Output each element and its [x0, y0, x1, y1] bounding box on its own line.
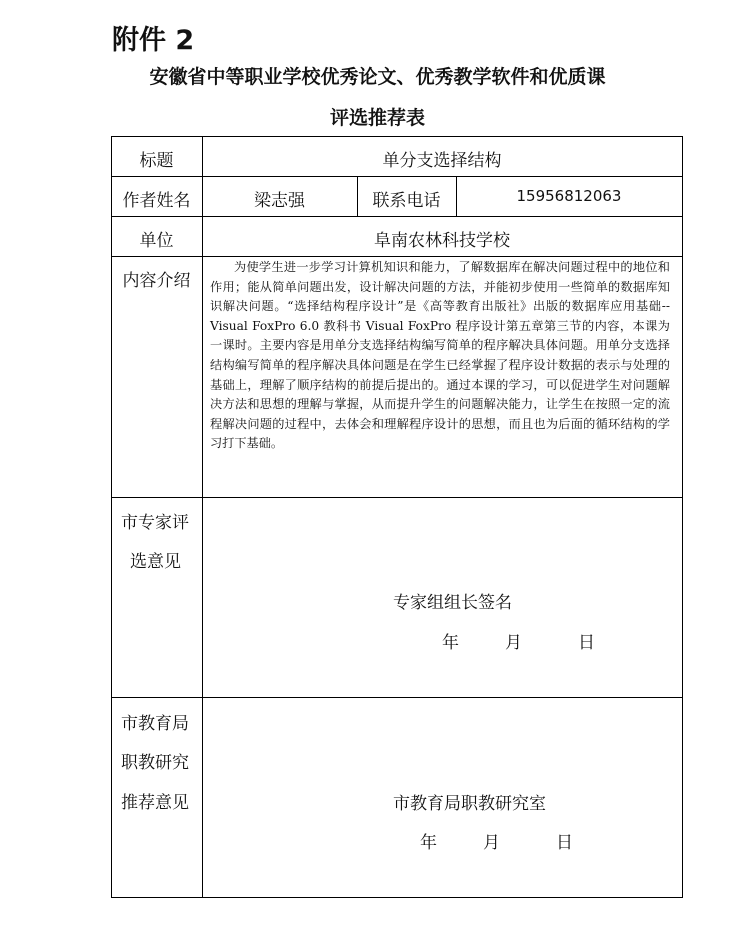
attachment-number: 附件 2 [112, 25, 195, 56]
expert-date-month: 月 [505, 633, 522, 653]
bureau-label-line3: 推荐意见 [121, 793, 189, 813]
author-value: 梁志强 [254, 191, 305, 211]
unit-label: 单位 [139, 231, 174, 251]
content-paragraph: 为使学生进一步学习计算机知识和能力，了解数据库在解决问题过程中的地位和作用；能从简单问题出发，设计解决问题的方法，并能初步使用一些简单的数据库知识解决问题。“选择结构程序设计”是《高等教育出版社》出版的数据库应用基础--Visual FoxPro 6.0 教科书 Visual FoxPro 程序设计第五章第三节的内容，本课为一课时。主要内容是用单分支选择结构编写简单的程序解决具体问题。用单分支选择结构编写简单的程序解决具体问题是在学生已经掌握了程序设计数据的表示与处理的基础上，理解了顺序结构的前提后提出的。通过本课的学习，可以促进学生对问题解决方法和思想的理解与掌握，从而提升学生的问题解决能力，让学生在按照一定的流程解决问题的过程中，去体会和理解程序设计的思想，而且也为后面的循环结构的学习打下基础。 [210, 260, 670, 451]
expert-date-day: 日 [578, 633, 595, 653]
expert-label-line1: 市专家评 [121, 513, 189, 533]
bureau-label-line1: 市教育局 [121, 714, 189, 734]
content-label: 内容介绍 [122, 271, 191, 291]
unit-value: 阜南农林科技学校 [374, 231, 510, 251]
expert-signature-label: 专家组组长签名 [393, 593, 512, 613]
title-label: 标题 [139, 151, 174, 171]
bureau-label-line2: 职教研究 [121, 753, 189, 773]
bureau-signature-label: 市教育局职教研究室 [393, 794, 546, 814]
bureau-date-year: 年 [420, 833, 437, 853]
bureau-date-month: 月 [483, 833, 500, 853]
form-title-line1: 安徽省中等职业学校优秀论文、优秀教学软件和优质课 [149, 66, 606, 88]
expert-date-year: 年 [442, 633, 459, 653]
phone-value: 15956812063 [516, 187, 622, 205]
author-label: 作者姓名 [122, 191, 191, 211]
expert-label-line2: 选意见 [130, 552, 181, 572]
bureau-date-day: 日 [556, 833, 573, 853]
form-title-line2: 评选推荐表 [329, 107, 425, 129]
title-value: 单分支选择结构 [382, 151, 502, 171]
content-text [210, 258, 670, 454]
phone-label: 联系电话 [372, 191, 441, 211]
